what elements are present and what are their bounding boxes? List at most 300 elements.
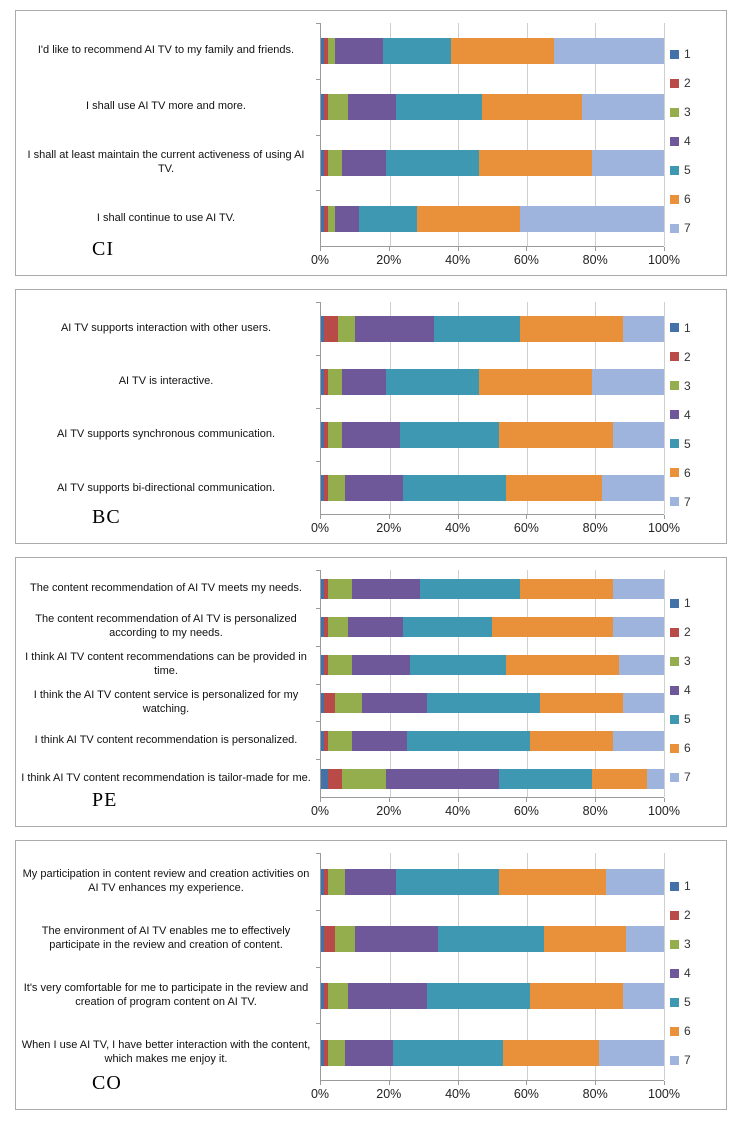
x-axis-tick <box>664 247 665 251</box>
legend-item <box>670 321 718 335</box>
bar-segment-7 <box>613 731 664 751</box>
x-axis-tick <box>664 798 665 802</box>
bar-segment-6 <box>492 617 612 637</box>
x-axis-tick-label: 20% <box>376 804 402 818</box>
legend-swatch-2 <box>670 628 679 637</box>
legend-item <box>670 596 718 610</box>
x-axis-tick-label: 80% <box>582 253 608 267</box>
bar-segment-5 <box>396 869 499 895</box>
chart-panel-ci <box>15 10 727 276</box>
bar-segment-5 <box>403 475 506 501</box>
stacked-bar <box>321 369 664 395</box>
category-label: AI TV supports bi-directional communication. <box>56 481 276 494</box>
x-axis-tick-label: 80% <box>582 804 608 818</box>
bar-segment-5 <box>427 693 540 713</box>
bar-segment-3 <box>328 38 335 64</box>
bar-segment-4 <box>348 617 403 637</box>
legend-label: 5 <box>684 712 691 726</box>
stacked-bar <box>321 617 664 637</box>
stacked-bar <box>321 150 664 176</box>
bar-zone <box>320 79 664 135</box>
bar-segment-3 <box>328 869 345 895</box>
bar-zone <box>320 967 664 1024</box>
bar-segment-6 <box>530 983 623 1009</box>
bar-segment-5 <box>393 1040 503 1066</box>
bar-segment-7 <box>599 1040 664 1066</box>
bar-segment-5 <box>359 206 417 232</box>
bar-segment-6 <box>482 94 581 120</box>
bar-segment-3 <box>328 206 335 232</box>
bar-segment-5 <box>438 926 544 952</box>
legend-item <box>670 466 718 480</box>
bar-segment-6 <box>417 206 520 232</box>
stacked-bar <box>321 655 664 675</box>
bar-segment-5 <box>407 731 530 751</box>
bar-segment-7 <box>619 655 664 675</box>
bar-segment-3 <box>328 369 342 395</box>
stacked-bar <box>321 316 664 342</box>
x-axis-tick <box>595 1081 596 1085</box>
x-axis-tick <box>458 1081 459 1085</box>
bar-segment-4 <box>345 869 396 895</box>
plot-rows <box>20 570 664 798</box>
legend-label: 1 <box>684 596 691 610</box>
bar-segment-3 <box>328 617 349 637</box>
category-label: I think AI TV content recommendations can be provided in time. <box>25 651 307 677</box>
x-axis <box>310 1081 680 1105</box>
bar-segment-4 <box>342 422 400 448</box>
table-row <box>20 910 664 967</box>
table-row <box>20 79 664 135</box>
x-axis-tick-label: 100% <box>648 804 680 818</box>
legend-label: 4 <box>684 407 691 422</box>
bar-segment-7 <box>623 983 664 1009</box>
bar-zone <box>320 1024 664 1081</box>
legend-swatch-6 <box>670 195 679 204</box>
x-axis-tick <box>526 515 527 519</box>
bar-segment-6 <box>503 1040 599 1066</box>
bar-segment-5 <box>420 579 519 599</box>
table-row <box>20 135 664 191</box>
x-axis-tick <box>664 515 665 519</box>
table-row <box>20 608 664 646</box>
chart-main <box>20 23 680 271</box>
legend-label: 5 <box>684 436 691 451</box>
legend-swatch-6 <box>670 1027 679 1036</box>
legend-item <box>670 1024 718 1038</box>
legend-label: 1 <box>684 879 691 893</box>
category-label: I shall use AI TV more and more. <box>86 100 246 113</box>
bar-segment-3 <box>328 579 352 599</box>
bar-segment-7 <box>520 206 664 232</box>
bar-segment-6 <box>544 926 626 952</box>
table-row <box>20 722 664 760</box>
x-axis-tick-label: 40% <box>445 804 471 818</box>
table-row <box>20 355 664 408</box>
chart-panel-bc <box>15 289 727 544</box>
category-label: I'd like to recommend AI TV to my family and friends. <box>37 44 295 57</box>
bar-segment-7 <box>613 579 664 599</box>
bar-segment-4 <box>345 475 403 501</box>
bar-segment-4 <box>386 769 499 789</box>
legend-swatch-5 <box>670 715 679 724</box>
legend-label: 7 <box>684 1053 691 1067</box>
legend-label: 2 <box>684 625 691 639</box>
x-axis-tick-label: 0% <box>310 804 330 818</box>
bar-segment-2 <box>324 693 334 713</box>
legend-label: 3 <box>684 105 691 119</box>
bar-segment-6 <box>479 150 592 176</box>
chart-area-co <box>16 841 726 1109</box>
x-axis-tick-label: 80% <box>582 1087 608 1101</box>
x-axis-tick-label: 20% <box>376 1087 402 1101</box>
bar-segment-7 <box>592 150 664 176</box>
bar-segment-7 <box>606 869 664 895</box>
bar-segment-6 <box>506 655 619 675</box>
chart-area-bc <box>16 290 726 543</box>
legend-swatch-7 <box>670 1056 679 1065</box>
stacked-bar <box>321 731 664 751</box>
x-axis-tick <box>664 1081 665 1085</box>
chart-code-label-bc: BC <box>92 506 121 528</box>
gridline <box>664 302 665 514</box>
table-row <box>20 646 664 684</box>
x-axis-tick-label: 20% <box>376 521 402 535</box>
legend-swatch-6 <box>670 468 679 477</box>
bar-zone <box>320 23 664 79</box>
bar-segment-3 <box>328 1040 345 1066</box>
bar-segment-5 <box>386 150 479 176</box>
legend-item <box>670 712 718 726</box>
bar-segment-5 <box>396 94 482 120</box>
x-axis <box>310 798 680 822</box>
legend-item <box>670 937 718 951</box>
x-axis-tick-label: 60% <box>513 521 539 535</box>
x-axis-tick <box>458 515 459 519</box>
bar-zone <box>320 910 664 967</box>
bar-segment-4 <box>335 38 383 64</box>
table-row <box>20 570 664 608</box>
category-label: The content recommendation of AI TV meets my needs. <box>30 582 302 595</box>
legend-item <box>670 654 718 668</box>
chart-code-label-ci: CI <box>92 238 114 260</box>
stacked-bar <box>321 693 664 713</box>
legend-item <box>670 966 718 980</box>
legend-swatch-3 <box>670 108 679 117</box>
legend-swatch-4 <box>670 969 679 978</box>
legend-swatch-7 <box>670 497 679 506</box>
legend <box>664 302 718 539</box>
bar-segment-7 <box>582 94 664 120</box>
bar-segment-3 <box>328 475 345 501</box>
x-axis-tick <box>389 515 390 519</box>
legend <box>664 853 718 1105</box>
legend-item <box>670 379 718 393</box>
bar-segment-4 <box>345 1040 393 1066</box>
legend-label: 2 <box>684 908 691 922</box>
bar-segment-5 <box>434 316 520 342</box>
legend-swatch-4 <box>670 410 679 419</box>
legend-item <box>670 134 718 148</box>
bar-segment-5 <box>386 369 479 395</box>
bar-zone <box>320 722 664 760</box>
legend-label: 7 <box>684 494 691 509</box>
legend-label: 3 <box>684 378 691 393</box>
legend-label: 3 <box>684 654 691 668</box>
legend-label: 5 <box>684 995 691 1009</box>
legend-label: 7 <box>684 770 691 784</box>
bar-segment-5 <box>427 983 530 1009</box>
x-axis-tick-label: 0% <box>310 253 330 267</box>
legend-item <box>670 221 718 235</box>
x-axis-tick <box>595 247 596 251</box>
bar-segment-7 <box>623 693 664 713</box>
bar-zone <box>320 355 664 408</box>
plot-rows <box>20 302 664 515</box>
gridline <box>664 853 665 1080</box>
legend-item <box>670 495 718 509</box>
bar-zone <box>320 760 664 798</box>
legend-label: 6 <box>684 192 691 206</box>
x-axis-tick <box>458 798 459 802</box>
bar-segment-7 <box>613 422 664 448</box>
bar-segment-6 <box>520 316 623 342</box>
chart-main <box>20 570 680 822</box>
bar-segment-7 <box>602 475 664 501</box>
bar-segment-3 <box>328 150 342 176</box>
bar-segment-5 <box>400 422 499 448</box>
stacked-bar <box>321 926 664 952</box>
x-axis-tick-label: 40% <box>445 253 471 267</box>
legend-item <box>670 47 718 61</box>
legend-label: 4 <box>684 683 691 697</box>
x-axis <box>310 247 680 271</box>
plot-rows <box>20 23 664 247</box>
category-label: The environment of AI TV enables me to effectively participate in the review and creation of content. <box>41 924 291 951</box>
bar-segment-3 <box>328 422 342 448</box>
bar-segment-3 <box>328 94 349 120</box>
bar-segment-4 <box>362 693 427 713</box>
legend-item <box>670 770 718 784</box>
stacked-bar <box>321 983 664 1009</box>
x-axis-tick-label: 60% <box>513 1087 539 1101</box>
category-label: It's very comfortable for me to participate in the review and creation of program content on AI TV. <box>23 981 309 1008</box>
bar-zone <box>320 302 664 355</box>
category-label: The content recommendation of AI TV is personalized according to my needs. <box>35 613 297 639</box>
x-axis-tick-label: 60% <box>513 253 539 267</box>
stacked-bar <box>321 206 664 232</box>
legend-label: 4 <box>684 966 691 980</box>
legend-item <box>670 995 718 1009</box>
chart-code-label-co: CO <box>92 1072 122 1094</box>
legend-label: 1 <box>684 320 691 335</box>
legend-swatch-4 <box>670 137 679 146</box>
bar-zone <box>320 462 664 515</box>
legend-item <box>670 437 718 451</box>
bar-segment-4 <box>348 983 427 1009</box>
legend-item <box>670 908 718 922</box>
bar-segment-4 <box>342 369 387 395</box>
x-axis-tick <box>320 1081 321 1085</box>
x-axis-tick-label: 40% <box>445 1087 471 1101</box>
bar-segment-4 <box>355 316 434 342</box>
chart-area-ci <box>16 11 726 275</box>
legend-item <box>670 105 718 119</box>
x-axis-tick-label: 80% <box>582 521 608 535</box>
bar-segment-7 <box>592 369 664 395</box>
bar-segment-4 <box>342 150 387 176</box>
x-axis-tick <box>320 515 321 519</box>
legend-label: 5 <box>684 163 691 177</box>
legend-item <box>670 163 718 177</box>
bar-segment-2 <box>328 769 342 789</box>
bar-segment-6 <box>530 731 612 751</box>
category-label: I shall at least maintain the current activeness of using AI TV. <box>27 149 305 175</box>
legend-label: 3 <box>684 937 691 951</box>
x-axis-tick-label: 100% <box>648 1087 680 1101</box>
legend-swatch-6 <box>670 744 679 753</box>
stacked-bar <box>321 579 664 599</box>
x-axis-tick-label: 100% <box>648 521 680 535</box>
bar-segment-3 <box>342 769 387 789</box>
table-row <box>20 967 664 1024</box>
chart-panel-co <box>15 840 727 1110</box>
legend-swatch-7 <box>670 224 679 233</box>
bar-segment-5 <box>403 617 492 637</box>
legend-item <box>670 879 718 893</box>
legend-swatch-1 <box>670 599 679 608</box>
x-axis-tick-label: 60% <box>513 804 539 818</box>
bar-zone <box>320 409 664 462</box>
table-row <box>20 853 664 910</box>
x-axis-tick-label: 0% <box>310 521 330 535</box>
category-label: I think AI TV content recommendation is tailor-made for me. <box>21 772 311 785</box>
legend-swatch-3 <box>670 657 679 666</box>
bar-segment-3 <box>338 316 355 342</box>
stacked-bar <box>321 38 664 64</box>
legend-swatch-1 <box>670 882 679 891</box>
table-row <box>20 684 664 722</box>
x-axis-tick <box>526 1081 527 1085</box>
bar-segment-6 <box>506 475 602 501</box>
x-axis-tick <box>526 798 527 802</box>
legend-item <box>670 408 718 422</box>
bar-segment-5 <box>410 655 506 675</box>
legend <box>664 23 718 271</box>
bar-zone <box>320 570 664 608</box>
legend-item <box>670 1053 718 1067</box>
table-row <box>20 302 664 355</box>
legend-label: 4 <box>684 134 691 148</box>
legend-swatch-4 <box>670 686 679 695</box>
table-row <box>20 23 664 79</box>
bar-segment-6 <box>592 769 647 789</box>
x-axis-tick <box>389 798 390 802</box>
chart-panel-pe <box>15 557 727 827</box>
legend-item <box>670 683 718 697</box>
legend-label: 1 <box>684 47 691 61</box>
bar-segment-3 <box>328 983 349 1009</box>
bar-zone <box>320 191 664 247</box>
legend-swatch-7 <box>670 773 679 782</box>
legend-swatch-2 <box>670 79 679 88</box>
x-axis-tick-label: 20% <box>376 253 402 267</box>
legend-label: 2 <box>684 349 691 364</box>
legend-swatch-3 <box>670 381 679 390</box>
bar-segment-4 <box>352 655 410 675</box>
bar-segment-6 <box>520 579 613 599</box>
plot-rows <box>20 853 664 1081</box>
bar-segment-3 <box>335 926 356 952</box>
x-axis-tick-label: 100% <box>648 253 680 267</box>
legend-item <box>670 192 718 206</box>
legend-swatch-1 <box>670 323 679 332</box>
x-axis-tick <box>389 247 390 251</box>
x-axis-tick <box>458 247 459 251</box>
bar-segment-7 <box>613 617 664 637</box>
legend-swatch-5 <box>670 166 679 175</box>
bar-segment-7 <box>647 769 664 789</box>
category-label: AI TV supports synchronous communication. <box>56 428 276 441</box>
bar-segment-4 <box>335 206 359 232</box>
bar-zone <box>320 608 664 646</box>
bar-segment-6 <box>540 693 622 713</box>
x-axis-tick <box>389 1081 390 1085</box>
legend-swatch-3 <box>670 940 679 949</box>
bar-segment-7 <box>623 316 664 342</box>
bar-segment-2 <box>324 926 334 952</box>
legend-swatch-2 <box>670 911 679 920</box>
bar-segment-7 <box>554 38 664 64</box>
bar-segment-2 <box>324 316 338 342</box>
legend-label: 6 <box>684 465 691 480</box>
bar-segment-6 <box>479 369 592 395</box>
x-axis-tick <box>320 247 321 251</box>
bar-segment-5 <box>499 769 592 789</box>
legend-label: 6 <box>684 1024 691 1038</box>
bar-segment-3 <box>328 731 352 751</box>
bar-segment-4 <box>352 731 407 751</box>
bar-segment-6 <box>499 422 612 448</box>
legend-item <box>670 625 718 639</box>
legend-item <box>670 76 718 90</box>
stacked-bar <box>321 422 664 448</box>
legend-swatch-5 <box>670 998 679 1007</box>
category-label: I shall continue to use AI TV. <box>96 212 236 225</box>
stacked-bar <box>321 869 664 895</box>
gridline <box>664 570 665 797</box>
chart-main <box>20 302 680 539</box>
stacked-bar <box>321 1040 664 1066</box>
bar-segment-5 <box>383 38 452 64</box>
x-axis-tick-label: 40% <box>445 521 471 535</box>
legend-label: 2 <box>684 76 691 90</box>
chart-area-pe <box>16 558 726 826</box>
bar-zone <box>320 853 664 910</box>
category-label: AI TV supports interaction with other users. <box>60 321 272 334</box>
x-axis-tick <box>595 515 596 519</box>
bar-segment-6 <box>451 38 554 64</box>
legend-item <box>670 741 718 755</box>
bar-segment-4 <box>348 94 396 120</box>
category-label: I think the AI TV content service is personalized for my watching. <box>33 689 299 715</box>
chart-code-label-pe: PE <box>92 789 118 811</box>
legend-item <box>670 350 718 364</box>
bar-segment-3 <box>335 693 362 713</box>
legend-label: 7 <box>684 221 691 235</box>
gridline <box>664 23 665 246</box>
stacked-bar <box>321 475 664 501</box>
